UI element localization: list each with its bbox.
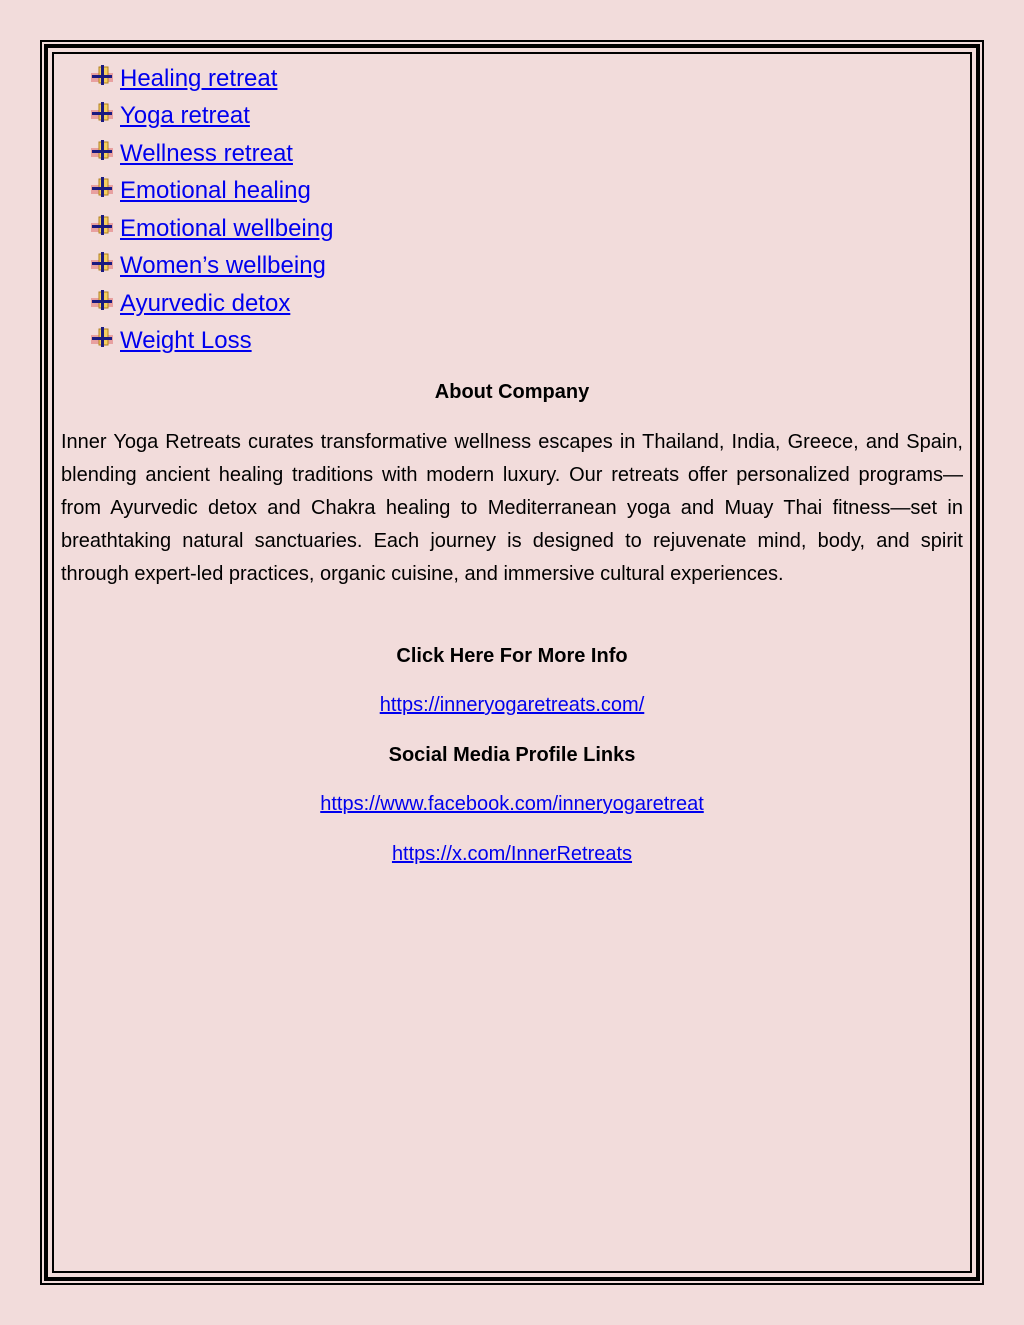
list-item xyxy=(90,173,333,211)
hand-pointer-icon xyxy=(90,176,114,200)
services-list xyxy=(90,60,333,360)
list-item xyxy=(90,248,333,286)
list-item xyxy=(90,323,333,361)
hand-pointer-icon xyxy=(90,289,114,313)
link-emotional-healing[interactable]: Emotional healing xyxy=(120,177,311,205)
facebook-link[interactable]: https://www.facebook.com/inneryogaretreat xyxy=(320,793,704,815)
list-item xyxy=(90,98,333,136)
hand-pointer-icon xyxy=(90,101,114,125)
x-link[interactable]: https://x.com/InnerRetreats xyxy=(391,843,633,865)
hand-pointer-icon xyxy=(90,251,114,275)
link-womens-wellbeing[interactable]: Women’s wellbeing xyxy=(120,252,326,280)
link-yoga-retreat[interactable]: Yoga retreat xyxy=(120,102,250,130)
x-link-row xyxy=(52,843,972,866)
hand-pointer-icon xyxy=(90,326,114,350)
about-company-text: Inner Yoga Retreats curates transformative wellness escapes in Thailand, India, Greece, and Spain, blending ancient healing traditions with modern luxury. Our retreats offer personalized programs—from Ayurvedic detox and Chakra healing to Mediterranean yoga and Muay Thai fitness—set in breathtaking natural sanctuaries. Each journey is designed to rejuvenate mind, body, and spirit through expert-led practices, organic cuisine, and immersive cultural experiences. xyxy=(61,431,963,585)
website-link-row xyxy=(52,694,972,717)
hand-pointer-icon xyxy=(90,64,114,88)
website-link[interactable]: https://inneryogaretreats.com/ xyxy=(379,694,645,716)
list-item xyxy=(90,135,333,173)
link-ayurvedic-detox[interactable]: Ayurvedic detox xyxy=(120,289,291,317)
facebook-link-row xyxy=(52,793,972,816)
link-weight-loss[interactable]: Weight Loss xyxy=(120,327,252,355)
hand-pointer-icon xyxy=(90,214,114,238)
about-company-heading: About Company xyxy=(434,381,590,403)
link-emotional-wellbeing[interactable]: Emotional wellbeing xyxy=(120,214,334,242)
list-item xyxy=(90,210,333,248)
list-item xyxy=(90,285,333,323)
more-info-heading: Click Here For More Info xyxy=(396,645,628,667)
social-links-heading: Social Media Profile Links xyxy=(388,744,636,766)
hand-pointer-icon xyxy=(90,139,114,163)
list-item xyxy=(90,60,333,98)
link-healing-retreat[interactable]: Healing retreat xyxy=(120,64,278,92)
link-wellness-retreat[interactable]: Wellness retreat xyxy=(120,139,293,167)
